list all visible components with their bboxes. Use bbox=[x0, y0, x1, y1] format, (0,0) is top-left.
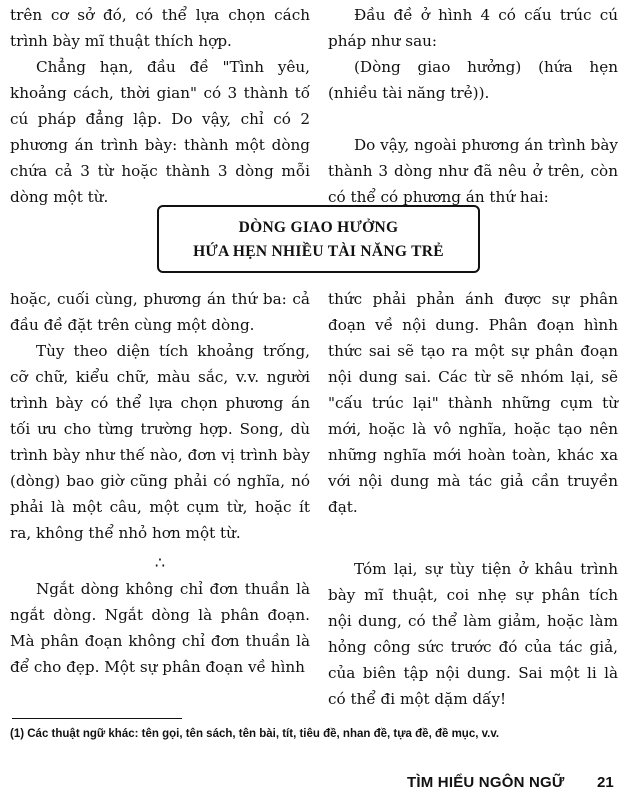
running-title: TÌM HIỂU NGÔN NGỮ bbox=[407, 774, 565, 791]
column-top-right bbox=[328, 2, 618, 210]
paragraph: Tóm lại, sự tùy tiện ở khâu trình bày mĩ thuật, coi nhẹ sự phân tích nội dung, có thể làm giảm, hoặc làm hỏng công sức trước đó của tác giả, của biên tập nội dung. Sai một li là có thể đi một dặm dấy! bbox=[328, 560, 618, 708]
paragraph: Đầu đề ở hình 4 có cấu trúc cú pháp như sau: bbox=[328, 6, 618, 50]
footnote: (1) Các thuật ngữ khác: tên gọi, tên sách, tên bài, tít, tiêu đề, nhan đề, tựa đề, đề mục, v.v. bbox=[10, 728, 500, 740]
page-number: 21 bbox=[597, 774, 614, 791]
spacer bbox=[328, 106, 618, 132]
footnote-rule bbox=[12, 718, 182, 719]
column-bottom-right bbox=[328, 286, 618, 712]
column-bottom-left bbox=[10, 286, 310, 680]
paragraph: Chẳng hạn, đầu đề "Tình yêu, khoảng cách, thời gian" có 3 thành tố cú pháp đẳng lập. Do vậy, chỉ có 2 phương án trình bày: thành một dòng chứa cả 3 từ hoặc thành 3 dòng mỗi dòng một từ. bbox=[10, 58, 310, 206]
paragraph: trên cơ sở đó, có thể lựa chọn cách trình bày mĩ thuật thích hợp. bbox=[10, 6, 310, 50]
paragraph: (Dòng giao hưởng) (hứa hẹn (nhiều tài năng trẻ)). bbox=[328, 58, 618, 102]
spacer bbox=[328, 520, 618, 556]
section-separator: ∴ bbox=[154, 553, 166, 572]
paragraph: Do vậy, ngoài phương án trình bày thành 3 dòng như đã nêu ở trên, còn có thể có phương án thứ hai: bbox=[328, 136, 618, 206]
paragraph: hoặc, cuối cùng, phương án thứ ba: cả đầu đề đặt trên cùng một dòng. bbox=[10, 290, 310, 334]
headline-line-1: DÒNG GIAO HƯỞNG bbox=[238, 219, 399, 236]
paragraph: Tùy theo diện tích khoảng trống, cỡ chữ, kiểu chữ, màu sắc, v.v. người trình bày có thể lựa chọn phương án tối ưu cho từng trường hợp. Song, dù trình bày như thế nào, đơn vị trình bày (dòng) bao giờ cũng phải có nghĩa, nó phải là một câu, một cụm từ, hoặc ít ra, không thể nhỏ hơn một từ. bbox=[10, 342, 310, 542]
paragraph: Ngắt dòng không chỉ đơn thuần là ngắt dòng. Ngắt dòng là phân đoạn. Mà phân đoạn không chỉ đơn thuần là để cho đẹp. Một sự phân đoạn về hình bbox=[10, 580, 310, 676]
column-top-left bbox=[10, 2, 310, 210]
headline-line-2: HỨA HẸN NHIỀU TÀI NĂNG TRẺ bbox=[193, 243, 444, 260]
headline-example-box bbox=[157, 205, 480, 273]
paragraph: thức phải phản ánh được sự phân đoạn về nội dung. Phân đoạn hình thức sai sẽ tạo ra một sự phân đoạn nội dung sai. Các từ sẽ nhóm lại, sẽ "cấu trúc lại" thành những cụm từ mới, hoặc là vô nghĩa, hoặc tạo nên những nghĩa mới hoàn toàn, khác xa với nội dung mà tác giả cần truyền đạt. bbox=[328, 290, 618, 516]
